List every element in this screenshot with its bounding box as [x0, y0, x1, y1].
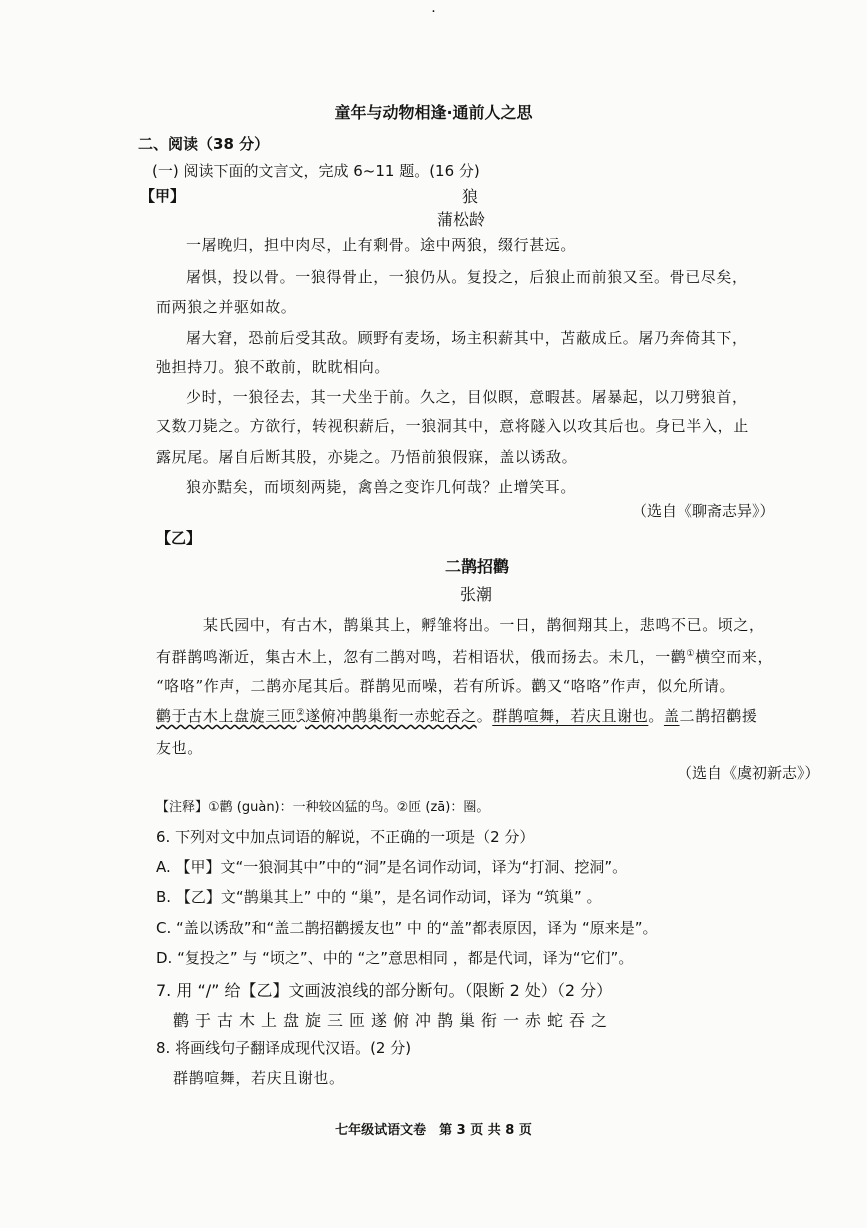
section-heading: 二、阅读（38 分） [138, 135, 270, 153]
yi-line-2-end: 横空而来， [695, 648, 774, 666]
yi-line-5: 友也。 [156, 739, 203, 757]
q6-option-c: C. “盖以诱敌”和“盖二鹊招鹳援友也” 中 的“盖”都表原因，译为 “原来是”。 [156, 919, 658, 937]
yi-line-4 [156, 705, 758, 726]
jia-tag: 【甲】 [140, 187, 186, 205]
jia-line: 又数刀毙之。方欲行，转视积薪后，一狼洞其中，意将隧入以攻其后也。身已半入，止 [156, 417, 749, 435]
q6-option-d: D. “复投之” 与 “顷之”、中的 “之”意思相同 ，都是代词，译为“它们”。 [156, 949, 634, 967]
q7-stem: 7. 用 “/” 给【乙】文画波浪线的部分断句。（限断 2 处）（2 分） [156, 981, 613, 1000]
jia-title: 狼 [462, 187, 479, 206]
top-mark: · [431, 4, 436, 20]
wavy-segment-b: 遂俯冲鹊巢衔一赤蛇吞之 [305, 707, 477, 725]
jia-author: 蒲松龄 [437, 210, 486, 229]
jia-line: 屠大窘，恐前后受其敌。顾野有麦场，场主积薪其中，苫蔽成丘。屠乃奔倚其下， [186, 329, 748, 347]
jia-line: 弛担持刀。狼不敢前，眈眈相向。 [156, 358, 391, 376]
underlined-sentence: 群鹊喧舞，若庆且谢也 [492, 707, 649, 725]
subsection-heading: (一) 阅读下面的文言文，完成 6~11 题。(16 分) [152, 162, 480, 180]
wavy-segment-a: 鹳于古木上盘旋三匝 [156, 707, 297, 725]
yi-line-4-period: 。 [476, 707, 493, 725]
yi-title: 二鹊招鹳 [445, 557, 510, 576]
yi-line-4-end: 二鹊招鹳援 [679, 707, 758, 725]
header-title: 童年与动物相逢·通前人之思 [334, 103, 533, 122]
page-footer: 七年级试语文卷 第 3 页 共 8 页 [335, 1123, 532, 1138]
note-ref-1: ① [686, 649, 696, 659]
q6-stem: 6. 下列对文中加点词语的解说，不正确的一项是（2 分） [156, 828, 535, 846]
yi-line-4-period-2: 。 [648, 707, 664, 725]
jia-line: 露尻尾。屠自后断其股，亦毙之。乃悟前狼假寐，盖以诱敌。 [156, 448, 578, 466]
jia-line: 而两狼之并驱如故。 [156, 298, 297, 316]
jia-line: 狼亦黠矣，而顷刻两毙，禽兽之变诈几何哉？止增笑耳。 [186, 478, 577, 496]
yi-tag: 【乙】 [156, 529, 202, 547]
q8-stem: 8. 将画线句子翻译成现代汉语。(2 分) [156, 1039, 412, 1057]
jia-source: （选自《聊斋志异》） [632, 502, 775, 520]
yi-line-2-text: 有群鹊鸣渐近，集古木上，忽有二鹊对鸣，若相语状，俄而扬去。未几，一鹳 [156, 648, 687, 666]
yi-line-2 [156, 646, 773, 667]
q8-sentence: 群鹊喧舞，若庆且谢也。 [173, 1069, 345, 1087]
note-ref-2: ② [296, 708, 306, 718]
yi-line-3: “咯咯”作声，二鹊亦尾其后。群鹊见而噪，若有所诉。鹳又“咯咯”作声，似允所请。 [156, 677, 736, 695]
dotted-word-gai: 盖 [663, 707, 680, 725]
yi-author: 张潮 [460, 585, 493, 604]
yi-source: （选自《虞初新志》） [677, 764, 820, 782]
q6-option-b: B. 【乙】文“鹊巢其上” 中的 “巢”，是名词作动词，译为 “筑巢” 。 [156, 888, 602, 906]
jia-line: 少时，一狼径去，其一犬坐于前。久之，目似瞑，意暇甚。屠暴起，以刀劈狼首， [186, 388, 748, 406]
jia-line: 屠惧，投以骨。一狼得骨止，一狼仍从。复投之，后狼止而前狼又至。骨已尽矣， [186, 268, 748, 286]
jia-line: 一屠晚归，担中肉尽，止有剩骨。途中两狼，缀行甚远。 [186, 236, 577, 254]
q7-sentence: 鹳于古木上盘旋三匝遂俯冲鹊巢衔一赤蛇吞之 [173, 1011, 614, 1030]
yi-line-1: 某氏园中，有古木，鹊巢其上，孵雏将出。一日，鹊徊翔其上，悲鸣不已。顷之， [203, 616, 765, 634]
q6-option-a: A. 【甲】文“一狼洞其中”中的“洞”是名词作动词，译为“打洞、挖洞”。 [156, 858, 628, 876]
annotations: 【注释】①鹳 (guàn)：一种较凶猛的鸟。②匝 (zā)：圈。 [156, 800, 490, 815]
